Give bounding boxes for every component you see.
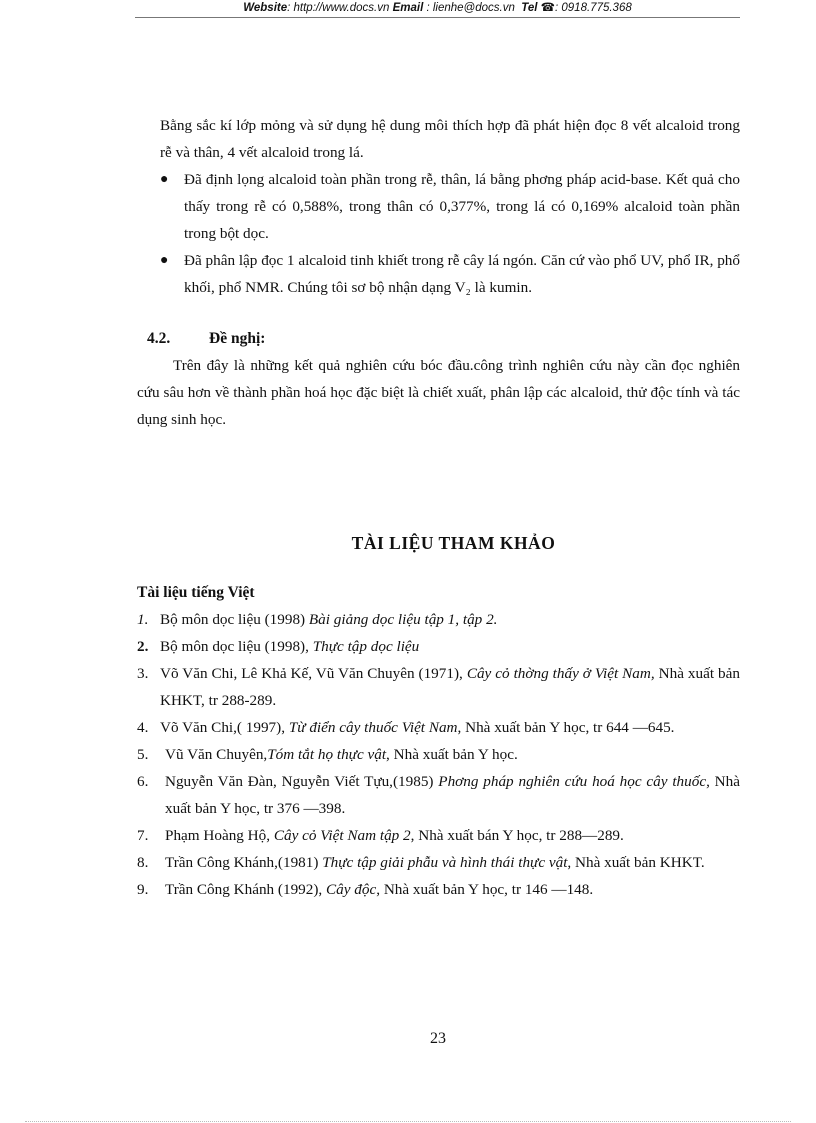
section-title: Đề nghị: <box>209 330 266 347</box>
finding-item <box>137 166 740 247</box>
reference-title: Cây độc <box>326 881 377 898</box>
reference-item <box>137 714 740 741</box>
reference-publisher: , Nhà xuất bản KHKT. <box>567 854 705 871</box>
reference-title: Bài giảng dọc liệu tập 1, tập 2. <box>308 611 498 628</box>
email-label: Email <box>392 2 424 14</box>
finding-text: Đã định lọng alcaloid toàn phần trong rễ, thân, lá bằng phơng pháp acid-base. Kết quả cho thấy trong rễ có 0,588%, trong thân có 0,377%, trong lá có 0,169% alcaloid toàn phần trong bột dọc. <box>184 171 740 242</box>
reference-list <box>137 606 740 903</box>
reference-authors: Trần Công Khánh (1992), <box>165 881 327 898</box>
reference-title: Thực tập giải phẫu và hình thái thực vật <box>322 854 568 871</box>
reference-publisher: , Nhà xuất bản Y học, tr 376 —398. <box>165 773 740 817</box>
reference-number: 8. <box>137 854 149 871</box>
findings-list <box>137 166 740 301</box>
reference-number: 6. <box>137 773 149 790</box>
section-number: 4.2. <box>147 330 171 347</box>
tel-label: Tel <box>521 2 538 14</box>
reference-authors: Vũ Văn Chuyên, <box>165 746 268 763</box>
reference-authors: Võ Văn Chi,( 1997), <box>160 719 289 736</box>
reference-item <box>137 741 740 768</box>
reference-number: 1. <box>137 611 149 628</box>
reference-publisher: , Nhà xuất bản Y học. <box>386 746 518 763</box>
reference-number: 5. <box>137 746 149 763</box>
page-header <box>135 0 740 18</box>
intro-paragraph: Bằng sắc kí lớp mỏng và sử dụng hệ dung môi thích hợp đã phát hiện đọc 8 vết alcaloid trong rễ và thân, 4 vết alcaloid trong lá. <box>160 117 740 161</box>
finding-text: Đã phân lập đọc 1 alcaloid tinh khiết trong rễ cây lá ngón. Căn cứ vào phổ UV, phổ IR, phổ khối, phổ NMR. Chúng tôi sơ bộ nhận dạng V₂ là kumin. <box>184 252 740 296</box>
reference-item <box>137 849 740 876</box>
reference-publisher: , Nhà xuất bản Y học, tr 644 —645. <box>457 719 675 736</box>
reference-item <box>137 768 740 822</box>
reference-number: 9. <box>137 881 149 898</box>
reference-authors: Võ Văn Chi, Lê Khả Kế, Vũ Văn Chuyên (1971), <box>160 665 467 682</box>
section-heading <box>147 325 740 352</box>
tel-value: : 0918.775.368 <box>555 2 632 14</box>
email-value: : lienhe@docs.vn <box>423 2 515 14</box>
reference-number: 3. <box>137 665 149 682</box>
bullet-icon: ● <box>160 172 169 187</box>
references-subtitle: Tài liệu tiếng Việt <box>137 584 255 601</box>
reference-publisher: , Nhà xuất bán Y học, tr 288—289. <box>410 827 624 844</box>
reference-item <box>137 660 740 714</box>
reference-item <box>137 633 740 660</box>
reference-authors: Trần Công Khánh,(1981) <box>165 854 323 871</box>
reference-authors: Bộ môn dọc liệu (1998) <box>160 611 309 628</box>
reference-number: 2. <box>137 638 149 655</box>
reference-publisher: , Nhà xuất bản Y học, tr 146 —148. <box>376 881 594 898</box>
reference-title: Tóm tắt họ thực vật <box>267 746 387 763</box>
reference-item <box>137 876 740 903</box>
reference-authors: Bộ môn dọc liệu (1998), <box>160 638 313 655</box>
reference-number: 7. <box>137 827 149 844</box>
page-number: 23 <box>430 1030 446 1047</box>
reference-item <box>137 606 740 633</box>
references-title: TÀI LIỆU THAM KHẢO <box>351 533 556 553</box>
reference-title: Phơng pháp nghiên cứu hoá học cây thuốc <box>438 773 707 790</box>
reference-authors: Nguyễn Văn Đàn, Nguyễn Viết Tựu,(1985) <box>165 773 439 790</box>
website-value: : http://www.docs.vn <box>287 2 390 14</box>
reference-title: Cây cỏ Việt Nam tập 2 <box>273 827 411 844</box>
website-label: Website <box>243 2 288 14</box>
reference-authors: Phạm Hoàng Hộ, <box>165 827 274 844</box>
reference-title: Thực tập dọc liệu <box>312 638 420 655</box>
reference-publisher: Nhà xuất bản KHKT, tr 288-289. <box>160 665 740 709</box>
reference-item <box>137 822 740 849</box>
page-bottom-divider <box>25 1121 791 1122</box>
phone-icon: ☎ <box>540 2 555 14</box>
reference-title: Từ điển cây thuốc Việt Nam <box>288 719 458 736</box>
section-paragraph: Trên đây là những kết quả nghiên cứu bóc đầu.công trình nghiên cứu này cần đọc nghiên cứu sâu hơn về thành phần hoá học đặc biệt là chiết xuất, phân lập các alcaloid, thử độc tính và tác dụng sinh học. <box>137 357 740 428</box>
page-content <box>137 112 740 903</box>
reference-number: 4. <box>137 719 149 736</box>
bullet-icon: ● <box>160 253 169 268</box>
finding-item <box>137 247 740 301</box>
reference-title: Cây cỏ thờng thấy ở Việt Nam, <box>466 665 655 682</box>
